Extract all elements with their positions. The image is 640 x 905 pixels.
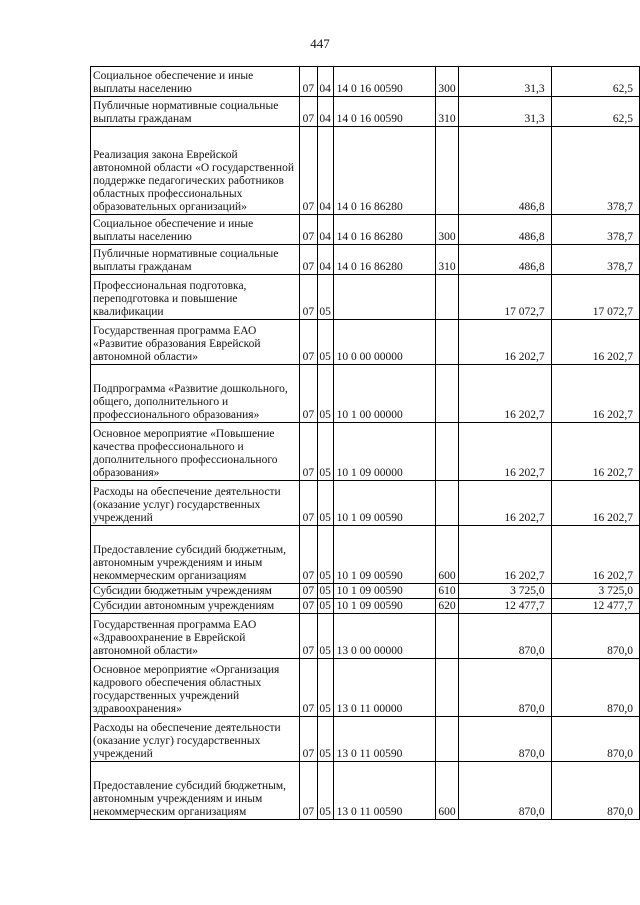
row-amount-year-1: 486,8 xyxy=(459,215,551,245)
row-name-cell: Государственная программа ЕАО «Здравоохранение в Еврейской автономной области» xyxy=(91,614,300,659)
row-expense-type-code: 300 xyxy=(435,215,459,245)
row-expense-type-code: 610 xyxy=(435,584,459,599)
table-row xyxy=(91,659,640,717)
row-amount-year-2: 62,5 xyxy=(551,97,639,127)
row-amount-year-1: 486,8 xyxy=(459,245,551,275)
row-amount-year-2: 62,5 xyxy=(551,67,639,97)
table-row xyxy=(91,599,640,614)
row-target-article-code: 13 0 00 00000 xyxy=(333,614,435,659)
table-row xyxy=(91,584,640,599)
row-section-code: 07 xyxy=(299,97,317,127)
row-amount-year-1: 16 202,7 xyxy=(459,526,551,584)
row-amount-year-1: 31,3 xyxy=(459,97,551,127)
row-amount-year-1: 486,8 xyxy=(459,127,551,215)
row-section-code: 07 xyxy=(299,659,317,717)
row-target-article-code: 14 0 16 00590 xyxy=(333,97,435,127)
table-row xyxy=(91,320,640,365)
row-expense-type-code: 600 xyxy=(435,762,459,820)
row-name-cell: Реализация закона Еврейской автономной области «О государственной поддержке педагогических работников областных профессиональных образовательных организаций» xyxy=(91,127,300,215)
row-section-code: 07 xyxy=(299,614,317,659)
row-subsection-code: 05 xyxy=(317,365,333,423)
row-amount-year-2: 12 477,7 xyxy=(551,599,639,614)
row-target-article-code: 14 0 16 86280 xyxy=(333,245,435,275)
row-subsection-code: 05 xyxy=(317,481,333,526)
row-target-article-code: 10 1 09 00590 xyxy=(333,526,435,584)
row-section-code: 07 xyxy=(299,481,317,526)
row-target-article-code: 10 1 09 00000 xyxy=(333,423,435,481)
row-expense-type-code xyxy=(435,614,459,659)
table-body xyxy=(91,67,640,820)
row-target-article-code: 13 0 11 00000 xyxy=(333,659,435,717)
row-section-code: 07 xyxy=(299,762,317,820)
row-target-article-code: 14 0 16 00590 xyxy=(333,67,435,97)
row-amount-year-2: 870,0 xyxy=(551,659,639,717)
row-section-code: 07 xyxy=(299,275,317,320)
row-section-code: 07 xyxy=(299,365,317,423)
row-expense-type-code xyxy=(435,423,459,481)
row-target-article-code xyxy=(333,275,435,320)
table-row xyxy=(91,97,640,127)
row-amount-year-2: 378,7 xyxy=(551,215,639,245)
table-row xyxy=(91,127,640,215)
row-section-code: 07 xyxy=(299,320,317,365)
row-name-cell: Публичные нормативные социальные выплаты гражданам xyxy=(91,245,300,275)
row-amount-year-2: 378,7 xyxy=(551,127,639,215)
row-expense-type-code xyxy=(435,127,459,215)
row-subsection-code: 04 xyxy=(317,127,333,215)
row-amount-year-2: 870,0 xyxy=(551,614,639,659)
row-name-cell: Государственная программа ЕАО «Развитие образования Еврейской автономной области» xyxy=(91,320,300,365)
row-amount-year-1: 31,3 xyxy=(459,67,551,97)
row-name-cell: Основное мероприятие «Организация кадрового обеспечения областных государственных учреждений здравоохранения» xyxy=(91,659,300,717)
row-amount-year-2: 17 072,7 xyxy=(551,275,639,320)
row-section-code: 07 xyxy=(299,245,317,275)
row-expense-type-code: 310 xyxy=(435,245,459,275)
page-number: 447 xyxy=(310,36,330,51)
table-row xyxy=(91,526,640,584)
row-amount-year-2: 16 202,7 xyxy=(551,423,639,481)
row-name-cell: Профессиональная подготовка, переподготовка и повышение квалификации xyxy=(91,275,300,320)
row-amount-year-1: 870,0 xyxy=(459,762,551,820)
row-name-cell: Публичные нормативные социальные выплаты гражданам xyxy=(91,97,300,127)
row-amount-year-1: 17 072,7 xyxy=(459,275,551,320)
row-subsection-code: 04 xyxy=(317,245,333,275)
row-amount-year-2: 16 202,7 xyxy=(551,526,639,584)
row-subsection-code: 05 xyxy=(317,614,333,659)
row-section-code: 07 xyxy=(299,584,317,599)
table-row xyxy=(91,67,640,97)
row-name-cell: Подпрограмма «Развитие дошкольного, общего, дополнительного и профессионального образования» xyxy=(91,365,300,423)
row-expense-type-code: 620 xyxy=(435,599,459,614)
row-name-cell: Предоставление субсидий бюджетным, автономным учреждениям и иным некоммерческим организациям xyxy=(91,762,300,820)
row-amount-year-1: 16 202,7 xyxy=(459,365,551,423)
row-section-code: 07 xyxy=(299,127,317,215)
row-subsection-code: 05 xyxy=(317,599,333,614)
row-amount-year-2: 870,0 xyxy=(551,717,639,762)
row-amount-year-2: 16 202,7 xyxy=(551,320,639,365)
row-target-article-code: 10 1 09 00590 xyxy=(333,599,435,614)
row-amount-year-1: 870,0 xyxy=(459,659,551,717)
row-target-article-code: 10 0 00 00000 xyxy=(333,320,435,365)
budget-table xyxy=(90,66,640,820)
row-subsection-code: 04 xyxy=(317,215,333,245)
row-expense-type-code xyxy=(435,659,459,717)
row-subsection-code: 05 xyxy=(317,320,333,365)
row-amount-year-1: 870,0 xyxy=(459,614,551,659)
row-section-code: 07 xyxy=(299,423,317,481)
row-subsection-code: 04 xyxy=(317,67,333,97)
row-target-article-code: 14 0 16 86280 xyxy=(333,215,435,245)
row-amount-year-1: 16 202,7 xyxy=(459,423,551,481)
row-amount-year-1: 12 477,7 xyxy=(459,599,551,614)
table-row xyxy=(91,245,640,275)
row-amount-year-2: 16 202,7 xyxy=(551,481,639,526)
row-section-code: 07 xyxy=(299,599,317,614)
row-section-code: 07 xyxy=(299,717,317,762)
table-row xyxy=(91,717,640,762)
row-name-cell: Социальное обеспечение и иные выплаты населению xyxy=(91,67,300,97)
table-row xyxy=(91,762,640,820)
table-row xyxy=(91,423,640,481)
row-expense-type-code xyxy=(435,481,459,526)
row-subsection-code: 05 xyxy=(317,526,333,584)
table-row xyxy=(91,614,640,659)
row-subsection-code: 05 xyxy=(317,659,333,717)
row-expense-type-code xyxy=(435,365,459,423)
row-expense-type-code xyxy=(435,320,459,365)
row-subsection-code: 04 xyxy=(317,97,333,127)
row-subsection-code: 05 xyxy=(317,423,333,481)
row-target-article-code: 10 1 09 00590 xyxy=(333,584,435,599)
row-expense-type-code xyxy=(435,275,459,320)
row-target-article-code: 14 0 16 86280 xyxy=(333,127,435,215)
row-name-cell: Социальное обеспечение и иные выплаты населению xyxy=(91,215,300,245)
row-name-cell: Предоставление субсидий бюджетным, автономным учреждениям и иным некоммерческим организациям xyxy=(91,526,300,584)
row-target-article-code: 10 1 09 00590 xyxy=(333,481,435,526)
row-subsection-code: 05 xyxy=(317,275,333,320)
table-row xyxy=(91,215,640,245)
row-section-code: 07 xyxy=(299,67,317,97)
row-target-article-code: 13 0 11 00590 xyxy=(333,762,435,820)
row-subsection-code: 05 xyxy=(317,762,333,820)
row-target-article-code: 13 0 11 00590 xyxy=(333,717,435,762)
row-name-cell: Основное мероприятие «Повышение качества профессионального и дополнительного профессионального образования» xyxy=(91,423,300,481)
row-name-cell: Субсидии автономным учреждениям xyxy=(91,599,300,614)
row-section-code: 07 xyxy=(299,215,317,245)
row-amount-year-2: 378,7 xyxy=(551,245,639,275)
row-amount-year-2: 16 202,7 xyxy=(551,365,639,423)
row-amount-year-1: 3 725,0 xyxy=(459,584,551,599)
row-expense-type-code: 300 xyxy=(435,67,459,97)
row-amount-year-2: 870,0 xyxy=(551,762,639,820)
row-subsection-code: 05 xyxy=(317,717,333,762)
row-expense-type-code xyxy=(435,717,459,762)
row-target-article-code: 10 1 00 00000 xyxy=(333,365,435,423)
table-row xyxy=(91,275,640,320)
row-name-cell: Расходы на обеспечение деятельности (оказание услуг) государственных учреждений xyxy=(91,481,300,526)
row-amount-year-1: 870,0 xyxy=(459,717,551,762)
row-amount-year-1: 16 202,7 xyxy=(459,320,551,365)
row-amount-year-1: 16 202,7 xyxy=(459,481,551,526)
table-row xyxy=(91,365,640,423)
row-expense-type-code: 310 xyxy=(435,97,459,127)
table-row xyxy=(91,481,640,526)
row-name-cell: Субсидии бюджетным учреждениям xyxy=(91,584,300,599)
row-amount-year-2: 3 725,0 xyxy=(551,584,639,599)
row-section-code: 07 xyxy=(299,526,317,584)
row-subsection-code: 05 xyxy=(317,584,333,599)
row-expense-type-code: 600 xyxy=(435,526,459,584)
row-name-cell: Расходы на обеспечение деятельности (оказание услуг) государственных учреждений xyxy=(91,717,300,762)
